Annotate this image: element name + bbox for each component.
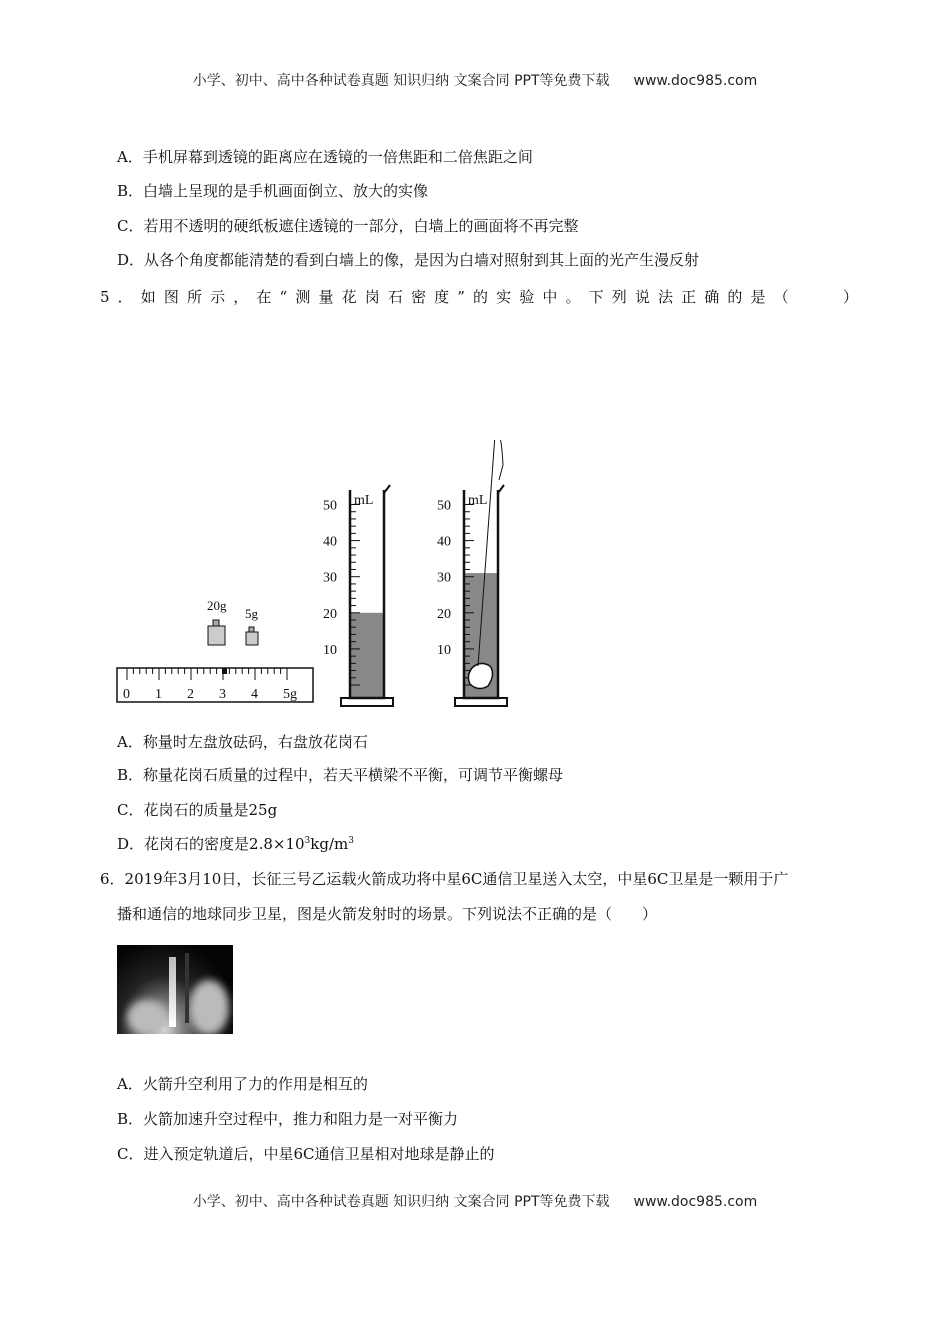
unit-label: mL [354,493,374,508]
q6-stem-line1: 6．2019年3月10日，长征三号乙运载火箭成功将中星6C通信卫星送入太空，中星6C卫星是一颗用于广 [100,870,789,888]
footer-link[interactable]: www.doc985.com [633,1194,758,1210]
volume-label: 20 [437,606,451,622]
page-footer [0,1191,950,1211]
graduated-cylinder-2 [437,440,507,706]
q6-option-b: B．火箭加速升空过程中，推力和阻力是一对平衡力 [117,1110,459,1128]
q5-option-a: A．称量时左盘放砝码，右盘放花岗石 [117,733,368,751]
header-link[interactable]: www.doc985.com [633,73,758,89]
rider-marker [222,668,227,674]
granite-stone [468,663,492,688]
volume-label: 40 [437,534,451,550]
volume-label: 10 [437,642,451,658]
volume-label: 20 [323,606,337,622]
weight-label-20g: 20g [207,598,227,613]
rocket-launch-photo [117,945,233,1034]
q4-option-b: B．白墙上呈现的是手机画面倒立、放大的实像 [117,182,429,200]
q5-stem: 5．如图所示，在“测量花岗石密度”的实验中。下列说法正确的是（ ） [100,288,858,306]
q4-option-a: A．手机屏幕到透镜的距离应在透镜的一倍焦距和二倍焦距之间 [117,148,533,166]
scale-label: 5g [283,687,297,702]
q6-option-a: A．火箭升空利用了力的作用是相互的 [117,1075,368,1093]
q6-option-c: C．进入预定轨道后，中星6C通信卫星相对地球是静止的 [117,1145,495,1163]
scale-label: 1 [155,687,162,702]
q6-stem-line2: 播和通信的地球同步卫星，图是火箭发射时的场景。下列说法不正确的是（ ） [117,905,658,923]
graduated-cylinder-1 [323,485,393,706]
footer-text: 小学、初中、高中各种试卷真题 知识归纳 文案合同 PPT等免费下载 [192,1194,610,1210]
q5-option-d: D．花岗石的密度是$2.8\times 10^3kg/m^3$ [117,835,354,853]
unit-label: mL [468,493,488,508]
weight-5g-icon [246,627,258,645]
q5-figure [110,440,530,715]
scale-label: 2 [187,687,194,702]
scale-label: 0 [123,687,130,702]
q5-option-b: B．称量花岗石质量的过程中，若天平横梁不平衡，可调节平衡螺母 [117,766,564,784]
volume-label: 10 [323,642,337,658]
volume-label: 30 [437,570,451,586]
weight-label-5g: 5g [245,606,258,621]
q4-option-c: C．若用不透明的硬纸板遮住透镜的一部分，白墙上的画面将不再完整 [117,217,579,235]
balance-scale-ruler [117,668,313,702]
volume-label: 40 [323,534,337,550]
volume-label: 50 [437,498,451,514]
header-text: 小学、初中、高中各种试卷真题 知识归纳 文案合同 PPT等免费下载 [192,73,610,89]
page-header [0,70,950,90]
volume-label: 50 [323,498,337,514]
q4-option-d: D．从各个角度都能清楚的看到白墙上的像，是因为白墙对照射到其上面的光产生漫反射 [117,251,700,269]
scale-label: 3 [219,687,226,702]
volume-label: 30 [323,570,337,586]
q5-option-c: C．花岗石的质量是25g [117,801,278,819]
weight-20g-icon [208,620,225,645]
scale-label: 4 [251,687,258,702]
